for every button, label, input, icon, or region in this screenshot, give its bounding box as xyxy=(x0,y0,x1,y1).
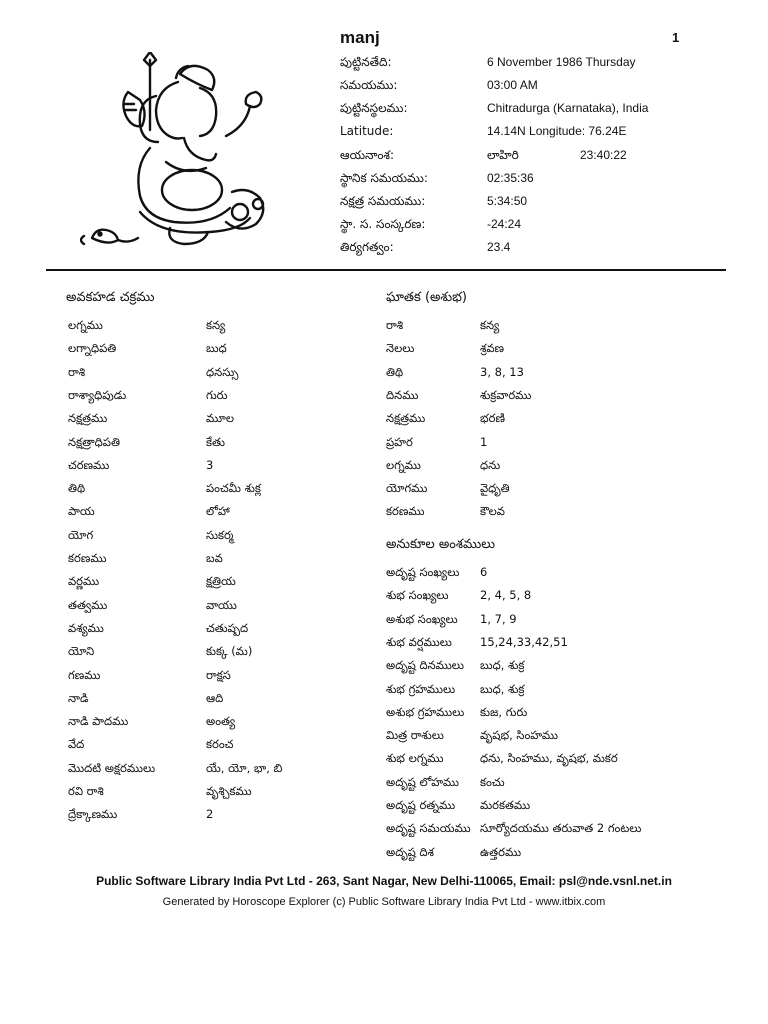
table-row xyxy=(386,751,746,773)
row-value: యే, యో, భా, బి xyxy=(206,760,283,775)
table-row xyxy=(386,682,746,704)
table-row xyxy=(386,388,746,410)
table-row xyxy=(68,714,428,736)
row-value: కుక్క (మ) xyxy=(206,644,253,659)
row-value: కన్య xyxy=(206,318,226,332)
row-label: నక్షత్రము xyxy=(68,411,108,426)
row-label: లగ్నము xyxy=(68,318,103,332)
row-value: క్షత్రియ xyxy=(206,574,236,589)
row-label: దినము xyxy=(386,387,419,402)
detail-label: Latitude: xyxy=(340,124,394,138)
row-value: ధను xyxy=(480,457,501,472)
row-label: శుభ గ్రహములు xyxy=(386,681,456,696)
detail-row xyxy=(340,240,740,262)
row-value: బుధ, శుక్ర xyxy=(480,681,525,696)
row-value: సుకర్మ xyxy=(206,527,234,542)
row-label: రాశి xyxy=(386,318,404,332)
table-row xyxy=(386,318,746,340)
detail-label: స్థా. స. సంస్కరణ: xyxy=(340,217,426,231)
table-row xyxy=(68,737,428,759)
detail-row xyxy=(340,55,740,77)
row-value: 1 xyxy=(480,434,488,449)
row-value: 15,24,33,42,51 xyxy=(480,634,568,649)
row-value: ఉత్తరము xyxy=(480,844,522,859)
row-label: నెలలు xyxy=(386,341,415,356)
row-label: రాశ్యాధిపుడు xyxy=(68,387,127,402)
table-row xyxy=(68,551,428,573)
row-value: బవ xyxy=(206,551,223,565)
detail-row xyxy=(340,101,740,123)
row-value: 2, 4, 5, 8 xyxy=(480,588,532,603)
table-row xyxy=(68,365,428,387)
row-value: మూల xyxy=(206,411,235,426)
table-row xyxy=(386,775,746,797)
detail-row xyxy=(340,217,740,239)
row-value: అంత్య xyxy=(206,714,236,729)
row-label: ప్రహర xyxy=(386,434,413,449)
row-label: అశుభ సంఖ్యలు xyxy=(386,611,458,626)
row-label: నక్షత్రము xyxy=(386,411,426,426)
detail-extra: 23:40:22 xyxy=(580,148,627,162)
row-value: శుక్రవారము xyxy=(480,387,532,402)
detail-row xyxy=(340,148,740,170)
row-value: వృషభ, సింహము xyxy=(480,728,558,743)
row-label: తిథి xyxy=(68,481,86,496)
row-label: నక్షత్రాధిపతి xyxy=(68,434,120,449)
row-value: సూర్యోదయము తరువాత 2 గంటలు xyxy=(480,821,642,836)
avakahada-title: అవకహడ చక్రము xyxy=(66,290,155,305)
anukula-title: అనుకూల అంశములు xyxy=(386,537,495,552)
detail-label: స్థానిక సమయము: xyxy=(340,171,428,185)
row-value: కేతు xyxy=(206,434,225,449)
row-label: గణము xyxy=(68,667,101,682)
row-label: అదృష్ట రత్నము xyxy=(386,798,456,812)
table-row xyxy=(68,574,428,596)
row-value: కరంచ xyxy=(206,737,234,752)
row-label: వేద xyxy=(68,737,85,752)
row-value: చతుష్పద xyxy=(206,620,249,635)
table-row xyxy=(386,341,746,363)
table-row xyxy=(68,504,428,526)
row-label: అశుభ గ్రహములు xyxy=(386,704,465,719)
table-row xyxy=(68,644,428,666)
table-row xyxy=(68,621,428,643)
table-row xyxy=(386,821,746,843)
table-row xyxy=(386,728,746,750)
row-label: యోగము xyxy=(386,481,428,496)
row-label: శుభ వర్షములు xyxy=(386,634,452,649)
detail-value: లాహిరి xyxy=(487,148,519,162)
detail-value: 23.4 xyxy=(487,240,511,254)
row-label: కరణము xyxy=(68,551,107,565)
row-value: కంచు xyxy=(480,774,505,789)
ghataka-title: ఘాతక (అశుభ) xyxy=(386,290,467,305)
row-value: శ్రవణ xyxy=(480,341,505,356)
table-row xyxy=(68,807,428,829)
row-value: 3 xyxy=(206,457,214,472)
table-row xyxy=(386,705,746,727)
row-label: శుభ సంఖ్యలు xyxy=(386,588,449,603)
row-value: కౌలవ xyxy=(480,504,505,519)
table-row xyxy=(386,635,746,657)
row-label: తత్వము xyxy=(68,597,108,612)
row-value: 1, 7, 9 xyxy=(480,611,517,626)
row-value: వృశ్చికము xyxy=(206,784,252,798)
row-label: లగ్నము xyxy=(386,457,421,472)
row-label: మొదటి అక్షరములు xyxy=(68,760,156,775)
table-row xyxy=(386,435,746,457)
row-label: రాశి xyxy=(68,364,86,379)
row-label: ద్రేక్కాణము xyxy=(68,807,118,822)
table-row xyxy=(386,845,746,867)
row-label: తిథి xyxy=(386,364,404,379)
row-label: యోగ xyxy=(68,527,94,542)
row-label: పాయ xyxy=(68,504,95,519)
detail-label: తిర్యగత్వం: xyxy=(340,240,394,254)
table-row xyxy=(386,365,746,387)
table-row xyxy=(68,784,428,806)
table-row xyxy=(68,458,428,480)
table-row xyxy=(68,668,428,690)
row-value: ధను, సింహము, వృషభ, మకర xyxy=(480,751,618,766)
table-row xyxy=(386,798,746,820)
row-label: వర్ణము xyxy=(68,574,100,589)
table-row xyxy=(386,588,746,610)
row-value: బుధ, శుక్ర xyxy=(480,658,525,673)
row-label: లగ్నాధిపతి xyxy=(68,341,117,356)
row-label: నాడి xyxy=(68,690,89,705)
detail-value: 6 November 1986 Thursday xyxy=(487,55,636,69)
row-label: వశ్యము xyxy=(68,620,104,635)
table-row xyxy=(386,411,746,433)
detail-value: 5:34:50 xyxy=(487,194,528,208)
table-row xyxy=(68,691,428,713)
table-row xyxy=(68,598,428,620)
publisher-address: Public Software Library India Pvt Ltd - 263, Sant Nagar, New Delhi-110065, Email: psl@nde.vsnl.net.in xyxy=(96,874,672,888)
row-value: రాక్షస xyxy=(206,667,231,682)
detail-label: ఆయనాంశ: xyxy=(340,148,395,162)
row-value: కన్య xyxy=(480,318,500,332)
row-value: వాయు xyxy=(206,597,237,612)
row-value: భరణి xyxy=(480,411,505,426)
row-value: కుజ, గురు xyxy=(480,704,528,719)
detail-row xyxy=(340,194,740,216)
detail-value: -24:24 xyxy=(487,217,522,231)
table-row xyxy=(68,481,428,503)
table-row xyxy=(68,761,428,783)
row-value: ధనస్సు xyxy=(206,364,239,379)
table-row xyxy=(68,435,428,457)
row-label: చరణము xyxy=(68,457,110,472)
detail-label: నక్షత్ర సమయము: xyxy=(340,194,426,208)
table-row xyxy=(68,388,428,410)
row-label: శుభ లగ్నము xyxy=(386,751,444,766)
row-value: 3, 8, 13 xyxy=(480,364,524,379)
row-label: మిత్ర రాశులు xyxy=(386,728,444,743)
row-label: అదృష్ట లోహము xyxy=(386,774,459,789)
generator-credit: Generated by Horoscope Explorer (c) Public Software Library India Pvt Ltd - www.itbix.com xyxy=(162,896,606,908)
row-label: నాడి పాదము xyxy=(68,714,129,729)
row-label: అదృష్ట దిశ xyxy=(386,844,434,859)
person-name: manj xyxy=(340,28,380,47)
table-row xyxy=(386,612,746,634)
detail-row xyxy=(340,171,740,193)
table-row xyxy=(386,481,746,503)
row-value: బుధ xyxy=(206,341,227,356)
row-label: రవి రాశి xyxy=(68,784,104,798)
detail-value: 03:00 AM xyxy=(487,78,538,92)
row-value: ఆది xyxy=(206,690,224,705)
row-value: 2 xyxy=(206,807,214,822)
row-value: మరకతము xyxy=(480,798,531,812)
row-value: 6 xyxy=(480,565,488,579)
row-value: వైధృతి xyxy=(480,481,510,496)
table-row xyxy=(68,411,428,433)
table-row xyxy=(386,565,746,587)
row-label: అదృష్ట సమయము xyxy=(386,821,471,836)
detail-label: పుట్టినతేది: xyxy=(340,55,392,69)
row-value: పంచమీ శుక్ల xyxy=(206,481,261,496)
table-row xyxy=(386,458,746,480)
row-label: కరణము xyxy=(386,504,425,519)
section-divider xyxy=(46,269,726,271)
detail-row xyxy=(340,78,740,100)
ganesha-logo xyxy=(80,52,280,252)
row-label: అదృష్ట సంఖ్యలు xyxy=(386,565,460,579)
row-label: యోని xyxy=(68,644,95,659)
detail-label: పుట్టినస్థలము: xyxy=(340,101,408,115)
table-row xyxy=(68,528,428,550)
row-label: అదృష్ట దినములు xyxy=(386,658,464,673)
table-row xyxy=(386,504,746,526)
table-row xyxy=(386,658,746,680)
detail-value: Chitradurga (Karnataka), India xyxy=(487,101,649,115)
table-row xyxy=(68,341,428,363)
row-value: లోహా xyxy=(206,504,230,519)
row-value: గురు xyxy=(206,387,228,402)
detail-label: సమయము: xyxy=(340,78,398,92)
table-row xyxy=(68,318,428,340)
detail-value: 02:35:36 xyxy=(487,171,534,185)
detail-row xyxy=(340,124,740,146)
detail-value: 14.14N Longitude: 76.24E xyxy=(487,124,627,138)
page-number: 1 xyxy=(672,30,680,45)
